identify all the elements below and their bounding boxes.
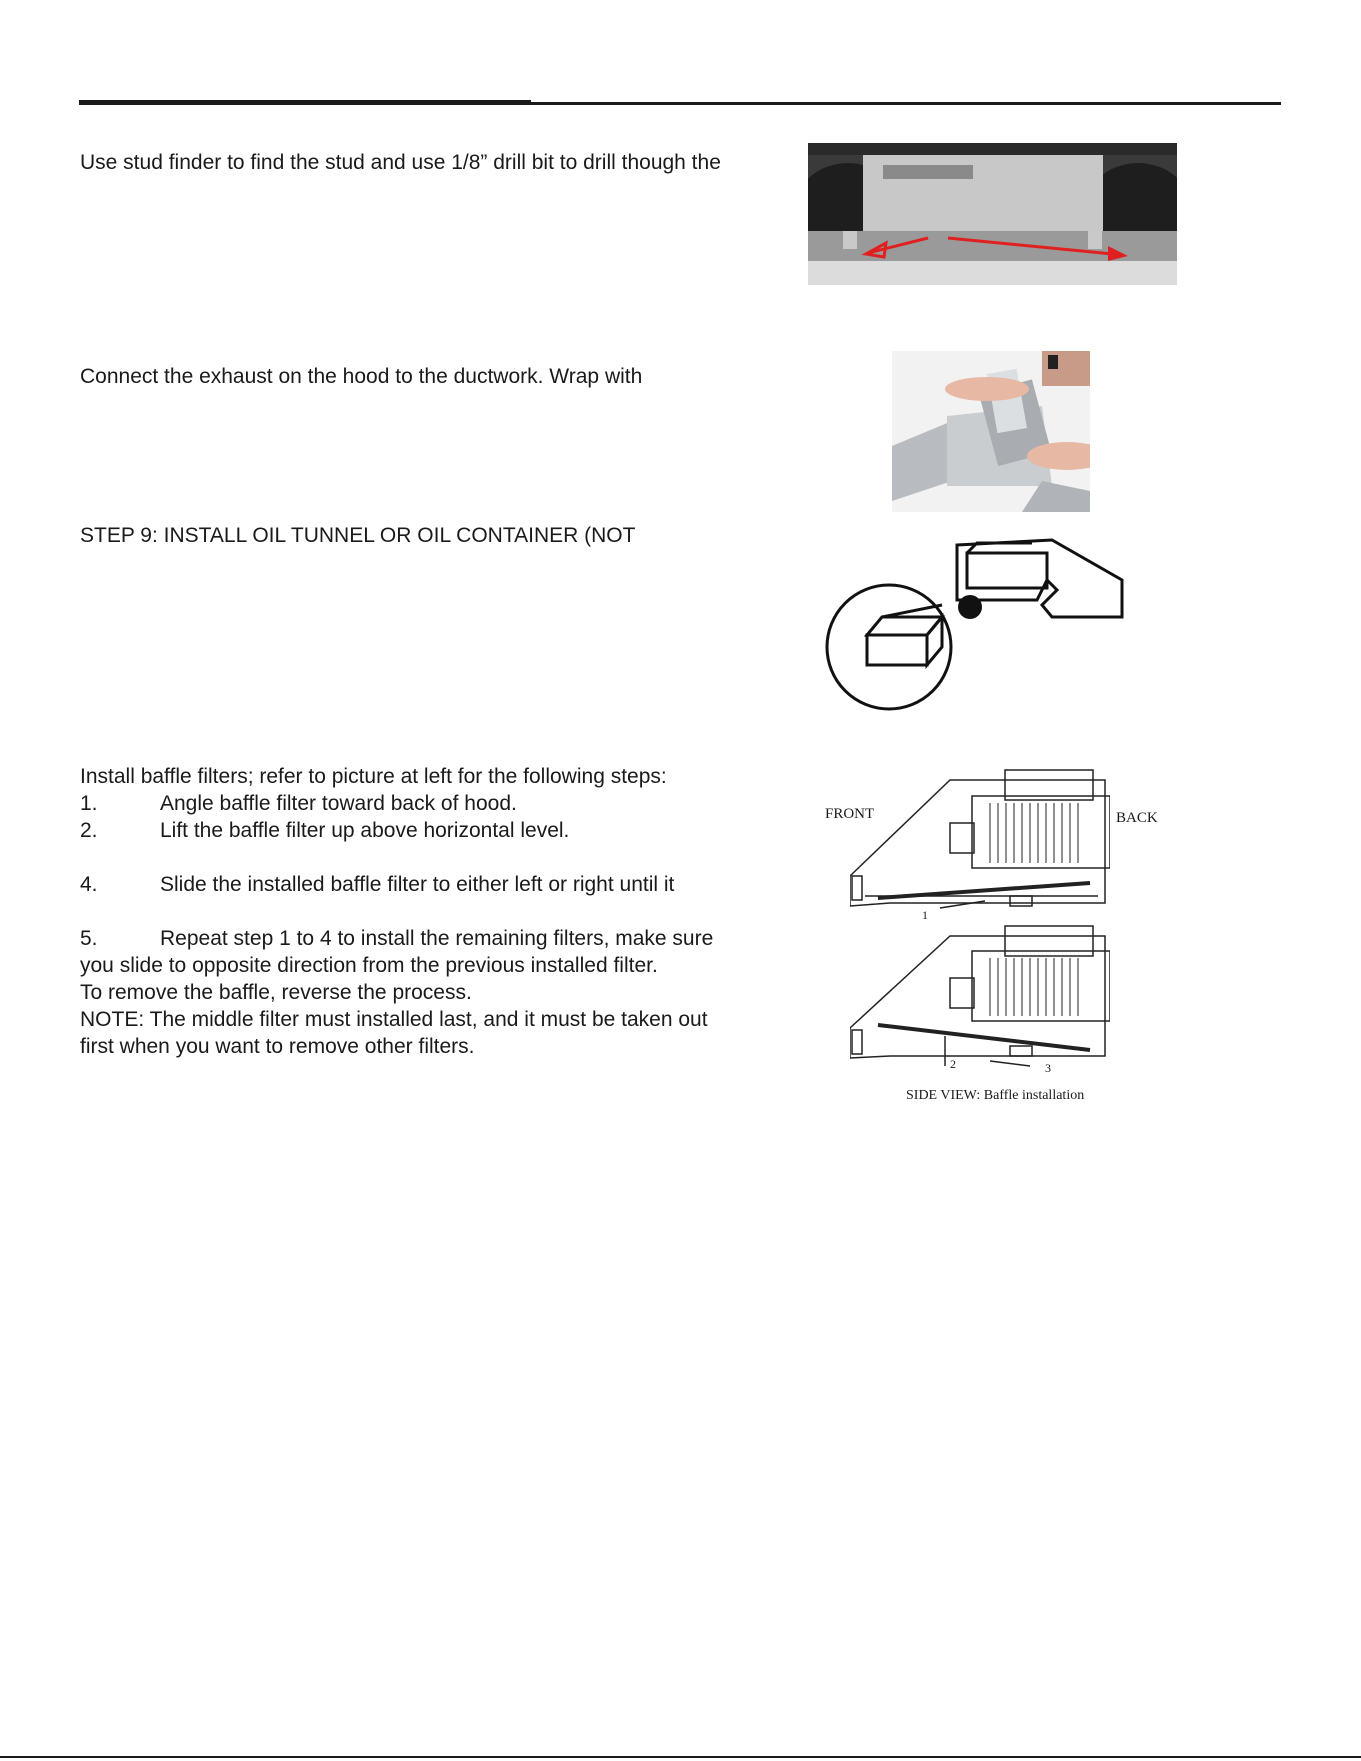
stud-finder-text: Use stud finder to find the stud and use 1/8” drill bit to drill though the	[80, 151, 721, 174]
step-number: 5.	[80, 927, 98, 950]
note-line: NOTE: The middle filter must installed last, and it must be taken out	[80, 1008, 708, 1031]
note-line: first when you want to remove other filters.	[80, 1035, 475, 1058]
step-marker-2: 2	[950, 1057, 956, 1071]
baffle-intro: Install baffle filters; refer to picture at left for the following steps:	[80, 765, 667, 788]
step-text: Angle baffle filter toward back of hood.	[160, 792, 517, 815]
body-line: To remove the baffle, reverse the process.	[80, 981, 472, 1004]
ductwork-text: Connect the exhaust on the hood to the ductwork. Wrap with	[80, 365, 643, 388]
step-text: Repeat step 1 to 4 to install the remaining filters, make sure	[160, 927, 714, 950]
hood-underside-photo	[808, 143, 1177, 285]
baffle-side-view-diagram	[850, 768, 1110, 1068]
header-rule-thin	[531, 102, 1281, 105]
step-marker-3: 3	[1045, 1061, 1051, 1075]
back-label: BACK	[1116, 810, 1158, 826]
step-marker-1: 1	[922, 908, 928, 922]
step-number: 1.	[80, 792, 98, 815]
step-text: Slide the installed baffle filter to either left or right until it	[160, 873, 675, 896]
body-line: you slide to opposite direction from the previous installed filter.	[80, 954, 658, 977]
step-number: 4.	[80, 873, 98, 896]
figure-caption: SIDE VIEW: Baffle installation	[906, 1088, 1085, 1103]
duct-taping-photo	[892, 351, 1090, 512]
front-label: FRONT	[825, 806, 875, 822]
step-number: 2.	[80, 819, 98, 842]
step9-heading: STEP 9: INSTALL OIL TUNNEL OR OIL CONTAINER (NOT	[80, 524, 636, 547]
footer-rule	[0, 1756, 1361, 1758]
header-rule-thick	[79, 100, 531, 105]
step-text: Lift the baffle filter up above horizontal level.	[160, 819, 570, 842]
oil-tunnel-diagram	[822, 535, 1127, 711]
